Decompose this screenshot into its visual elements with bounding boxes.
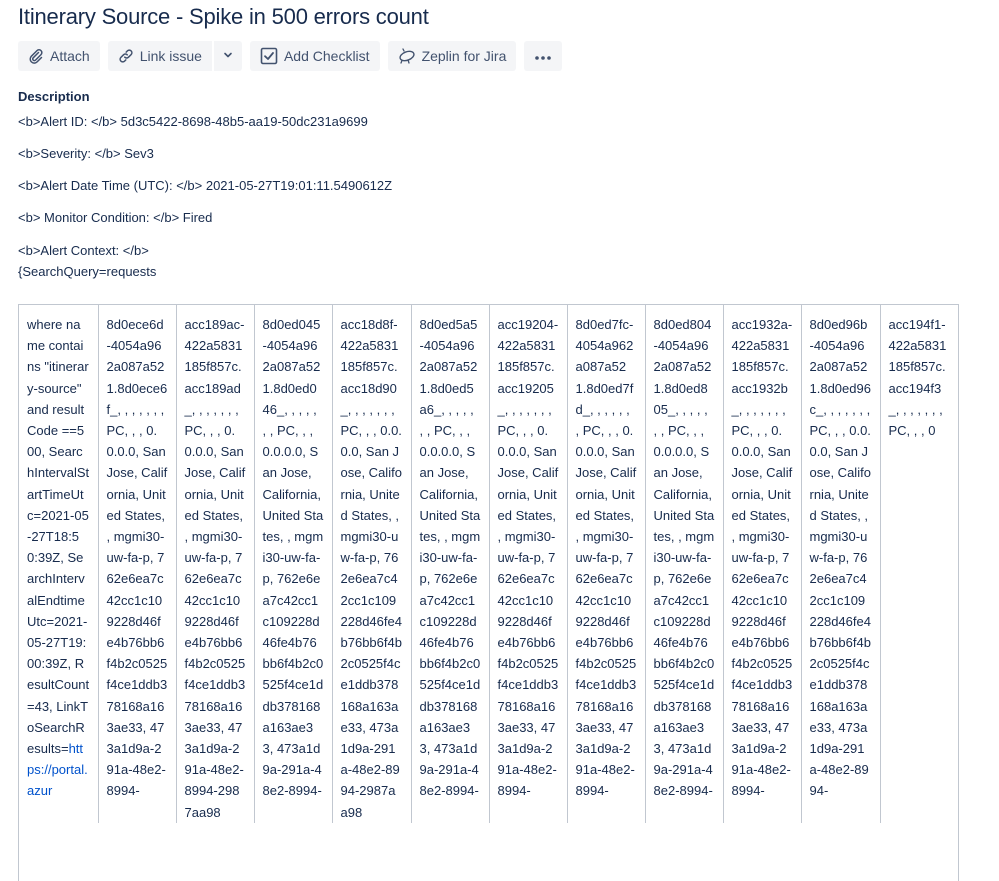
add-checklist-button[interactable] (250, 41, 380, 71)
checkbox-icon (260, 47, 278, 65)
zeplin-icon (398, 48, 416, 64)
zeplin-button[interactable] (388, 41, 517, 71)
attach-button[interactable] (18, 41, 100, 71)
table-cell (645, 305, 723, 823)
search-results-link[interactable]: https://portal.azur (27, 741, 88, 799)
query-text: where name contains "itinerary-source" and resultCode ==500, SearchIntervalStartTimeUtc=2021-05-27T18:50:39Z, SearchIntervalEndtimeUtc=2021-05-27T19:00:39Z, ResultCount=43, LinkToSearchResults= (27, 317, 90, 757)
cell-text: acc1932a-422a5831185f857c.acc1932b_, , , , , , , PC, , , 0.0.0.0, San Jose, California, United States, , mgmi30-uw-fa-p, 762e6ea7c42cc1c109228d46fe4b76bb6f4b2c0525f4ce1ddb378168a163ae33, 473a1d9a-291a-48e2-8994- (731, 317, 795, 799)
table-cell (489, 305, 567, 823)
table-cell (723, 305, 801, 823)
table-cell (98, 305, 176, 823)
cell-text: 8d0ece6d-4054a962a087a521.8d0ece6f_, , , , , , , PC, , , 0.0.0.0, San Jose, California, United States, , mgmi30-uw-fa-p, 762e6ea7c42cc1c109228d46fe4b76bb6f4b2c0525f4ce1ddb378168a163ae33, 473a1d9a-291a-48e2-8994- (106, 317, 170, 799)
issue-toolbar (18, 41, 570, 71)
description-label: Description (18, 89, 90, 104)
attach-label: Attach (50, 48, 90, 64)
link-issue-button[interactable] (108, 41, 212, 71)
cell-text: 8d0ed5a5-4054a962a087a521.8d0ed5a6_, , , , , , , PC, , , 0.0.0.0, San Jose, California, United States, , mgmi30-uw-fa-p, 762e6ea7c42cc1c109228d46fe4b76bb6f4b2c0525f4ce1ddb378168a163ae33, 473a1d9a-291a-48e2-8994- (419, 317, 482, 799)
link-issue-label: Link issue (139, 48, 202, 64)
search-query-line: {SearchQuery=requests (18, 264, 157, 279)
issue-title: Itinerary Source - Spike in 500 errors count (18, 4, 429, 29)
more-actions-button[interactable] (524, 41, 562, 71)
table-cell (176, 305, 254, 823)
table-cell (880, 305, 958, 823)
zeplin-label: Zeplin for Jira (421, 48, 507, 64)
alert-datetime-line: <b>Alert Date Time (UTC): </b> 2021-05-27T19:01:11.5490612Z (18, 178, 393, 193)
table-cell (567, 305, 645, 823)
cell-text: acc189ac-422a5831185f857c.acc189ad_, , , , , , , PC, , , 0.0.0.0, San Jose, California, United States, , mgmi30-uw-fa-p, 762e6ea7c42cc1c109228d46fe4b76bb6f4b2c0525f4ce1ddb378168a163ae33, 473a1d9a-291a-48e2-8994-2987aa98 (184, 317, 248, 820)
cell-text: 8d0ed96b-4054a962a087a521.8d0ed96c_, , , , , , , PC, , , 0.0.0.0, San Jose, California, United States, , mgmi30-uw-fa-p, 762e6ea7c42cc1c109228d46fe4b76bb6f4b2c0525f4ce1ddb378168a163ae33, 473a1d9a-291a-48e2-8994- (809, 317, 874, 799)
table-cell (801, 305, 880, 823)
cell-text: acc18d8f-422a5831185f857c.acc18d90_, , , , , , , PC, , , 0.0.0.0, San Jose, California, United States, , mgmi30-uw-fa-p, 762e6ea7c42cc1c109228d46fe4b76bb6f4b2c0525f4ce1ddb378168a163ae33, 473a1d9a-291a-48e2-8994-2987aa98 (340, 317, 403, 820)
cell-text: 8d0ed7fc-4054a962a087a521.8d0ed7fd_, , , , , , , PC, , , 0.0.0.0, San Jose, California, United States, , mgmi30-uw-fa-p, 762e6ea7c42cc1c109228d46fe4b76bb6f4b2c0525f4ce1ddb378168a163ae33, 473a1d9a-291a-48e2-8994- (575, 317, 639, 799)
cell-text: acc194f1-422a5831185f857c.acc194f3_, , , , , , , PC, , , 0 (888, 317, 947, 439)
alert-id-line: <b>Alert ID: </b> 5d3c5422-8698-48b5-aa19-50dc231a9699 (18, 114, 368, 129)
monitor-condition-line: <b> Monitor Condition: </b> Fired (18, 210, 213, 225)
link-icon (118, 48, 134, 64)
alert-context-line: <b>Alert Context: </b> (18, 243, 149, 258)
table-cell (19, 305, 98, 823)
paperclip-icon (28, 48, 44, 64)
cell-text: 8d0ed045-4054a962a087a521.8d0ed046_, , , , , , , PC, , , 0.0.0.0, San Jose, California, United States, , mgmi30-uw-fa-p, 762e6ea7c42cc1c109228d46fe4b76bb6f4b2c0525f4ce1ddb378168a163ae33, 473a1d9a-291a-48e2-8994- (262, 317, 325, 799)
link-issue-dropdown-button[interactable] (214, 41, 242, 71)
table-row (19, 305, 958, 823)
add-checklist-label: Add Checklist (283, 48, 370, 64)
table-cell (254, 305, 332, 823)
cell-text: acc19204-422a5831185f857c.acc19205_, , , , , , , PC, , , 0.0.0.0, San Jose, California, United States, , mgmi30-uw-fa-p, 762e6ea7c42cc1c109228d46fe4b76bb6f4b2c0525f4ce1ddb378168a163ae33, 473a1d9a-291a-48e2-8994- (497, 317, 561, 799)
more-icon (534, 48, 552, 64)
table-cell (332, 305, 411, 823)
table-cell (411, 305, 489, 823)
chevron-down-icon (222, 48, 234, 64)
cell-text: 8d0ed804-4054a962a087a521.8d0ed805_, , , , , , , PC, , , 0.0.0.0, San Jose, California, United States, , mgmi30-uw-fa-p, 762e6ea7c42cc1c109228d46fe4b76bb6f4b2c0525f4ce1ddb378168a163ae33, 473a1d9a-291a-48e2-8994- (653, 317, 716, 799)
alert-context-table (18, 304, 959, 881)
severity-line: <b>Severity: </b> Sev3 (18, 146, 154, 161)
